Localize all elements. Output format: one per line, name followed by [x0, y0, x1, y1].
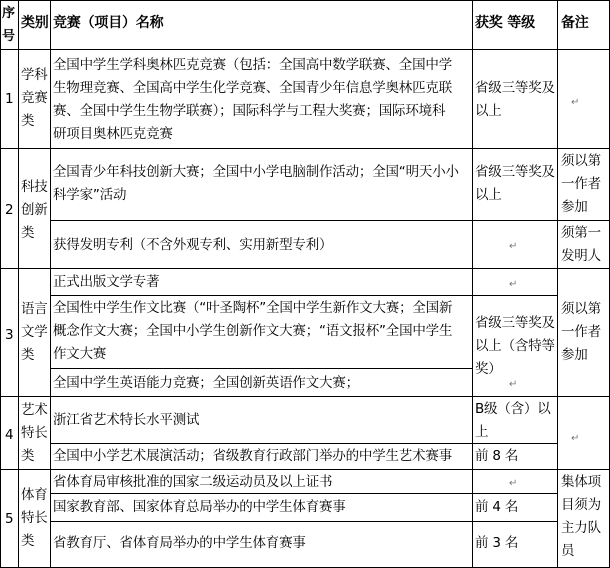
sub-row-divider: [50, 295, 557, 296]
row-category: 语言 文学 类: [21, 301, 48, 363]
award-level: 前 8 名: [475, 448, 519, 464]
row-divider: [0, 148, 610, 149]
row-index: 5: [5, 511, 14, 527]
award-level: B级（含）以 上: [475, 401, 551, 440]
row-index: 3: [5, 327, 14, 343]
competition-name: 正式出版文学专著: [53, 274, 160, 290]
line-break-icon: ↵: [509, 379, 518, 390]
row-divider: [0, 268, 610, 269]
note: 须以第 一作者 参加: [561, 301, 601, 363]
line-break-icon: ↵: [509, 241, 518, 252]
table-border-top: [0, 0, 610, 1]
competition-name: 全国中学生英语能力竞赛；全国创新英语作文大赛；: [53, 375, 359, 391]
column-divider: [557, 0, 558, 568]
note: 集体项 目须为 主力队 员: [561, 474, 601, 559]
column-divider: [472, 0, 473, 568]
competition-name: 全国性中学生作文比赛（“叶圣陶杯”全国中学生新作文大赛；全国新 概念作文大赛；全国中小学生创新作文大赛；“语文报杯”全国中学生 作文大赛: [53, 300, 453, 362]
header-divider: [0, 49, 610, 50]
row-index: 4: [5, 427, 14, 443]
line-break-icon: ↵: [571, 97, 580, 108]
header-note: 备注: [561, 15, 589, 31]
sub-row-divider: [50, 220, 610, 221]
row-index: 2: [5, 202, 14, 218]
row-category: 学科 竞赛 类: [21, 67, 48, 129]
award-level: 省级三等奖及 以上: [475, 164, 555, 203]
line-break-icon: ↵: [509, 478, 518, 489]
table-border-left: [0, 0, 1, 568]
row-index: 1: [5, 91, 14, 107]
header-competition: 竞赛（项目）名称: [53, 15, 164, 31]
column-divider: [50, 0, 51, 568]
sub-row-divider: [50, 368, 472, 369]
row-category: 科技 创新 类: [21, 179, 48, 241]
award-level: 前 4 名: [475, 499, 519, 515]
note: 须以第 一作者 参加: [561, 153, 601, 215]
competition-name: 省教育厅、省体育局举办的中学生体育赛事: [53, 535, 306, 551]
competition-name: 浙江省艺术特长水平测试: [53, 412, 200, 428]
row-category: 体育 特长 类: [21, 487, 48, 549]
row-divider: [0, 469, 610, 470]
award-level: 省级三等奖及 以上: [475, 80, 555, 119]
competition-name: 国家教育部、国家体育总局举办的中学生体育赛事: [53, 499, 346, 515]
competition-name: 获得发明专利（不含外观专利、实用新型专利）: [53, 237, 333, 253]
competition-name: 全国中小学艺术展演活动；省级教育行政部门举办的中学生艺术赛事: [53, 448, 452, 464]
row-category: 艺术 特长 类: [21, 402, 48, 464]
column-divider: [18, 0, 19, 568]
note: 须第一 发明人: [561, 225, 601, 264]
header-index: 序 号: [2, 6, 15, 44]
line-break-icon: ↵: [509, 279, 518, 290]
header-category: 类别: [21, 15, 49, 31]
line-break-icon: ↵: [571, 433, 580, 444]
competition-name: 全国中学生学科奥林匹克竞赛（包括：全国高中数学联赛、全国中学 生物理竞赛、全国高中学生化学竞赛、全国青少年信息学奥林匹克联 赛、全国中学生生物学联赛）；国际科学与工程大奖赛；国际环境科 研项目奥林匹克竞赛: [53, 57, 452, 142]
award-level: 省级三等奖及 以上（含特等 奖）: [475, 315, 555, 377]
sub-row-divider: [50, 521, 557, 522]
competition-name: 省体育局审核批准的国家二级运动员及以上证书: [53, 474, 333, 490]
row-divider: [0, 396, 610, 397]
competition-name: 全国青少年科技创新大赛；全国中小学电脑制作活动；全国“明天小小 科学家”活动: [53, 164, 459, 203]
header-award: 获奖 等级: [475, 15, 535, 31]
award-level: 前 3 名: [475, 535, 519, 551]
